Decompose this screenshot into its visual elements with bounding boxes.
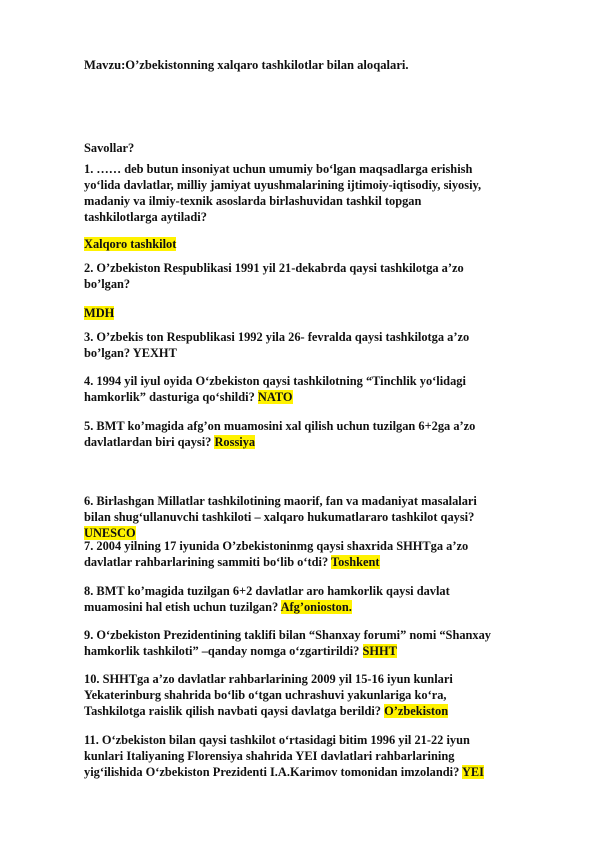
- question-line: [84, 703, 564, 719]
- question-line: [84, 305, 564, 321]
- question-text: kunlari Italiyaning Florensiya shahrida YEI davlatlari rahbarlarining: [84, 749, 455, 763]
- answer-highlight: UNESCO: [84, 526, 136, 540]
- question-line: [84, 687, 564, 703]
- question-text: davlatlardan biri qaysi?: [84, 435, 212, 449]
- question-line: [84, 236, 564, 252]
- question-line: [84, 276, 564, 292]
- answer-highlight: Rossiya: [214, 435, 256, 449]
- question-item: [84, 627, 564, 659]
- question-item: [84, 161, 564, 225]
- question-item: [84, 671, 564, 719]
- answer-line: [84, 305, 564, 321]
- question-text: 5. BMT ko’magida afg’on muamosini xal qilish uchun tuzilgan 6+2ga a’zo: [84, 419, 476, 433]
- question-item: [84, 329, 564, 361]
- answer-text: MDH: [84, 306, 115, 320]
- question-line: [84, 599, 564, 615]
- question-text: 7. 2004 yilning 17 iyunida O’zbekistoninmg qaysi shaxrida SHHTga a’zo: [84, 539, 469, 553]
- question-line: [84, 627, 564, 643]
- question-line: [84, 373, 564, 389]
- question-text: madaniy va ilmiy-texnik asoslarda birlashuvidan tashkil topgan: [84, 194, 422, 208]
- question-line: [84, 748, 564, 764]
- question-item: [84, 732, 564, 780]
- page-title: Mavzu:O’zbekistonning xalqaro tashkilotlar bilan aloqalari.: [84, 58, 409, 72]
- answer-highlight: NATO: [257, 390, 293, 404]
- question-line: [84, 493, 564, 509]
- question-item: [84, 373, 564, 405]
- question-line: [84, 554, 564, 570]
- answer-highlight: Toshkent: [331, 555, 380, 569]
- question-text: 2. O’zbekiston Respublikasi 1991 yil 21-dekabrda qaysi tashkilotga a’zo: [84, 261, 464, 275]
- question-text: davlatlar rahbarlarining sammiti bo‘lib o‘tdi?: [84, 555, 329, 569]
- question-text: 4. 1994 yil iyul oyida O‘zbekiston qaysi tashkilotning “Tinchlik yo‘lidagi: [84, 374, 466, 388]
- question-text: 3. O’zbekis ton Respublikasi 1992 yila 26- fevralda qaysi tashkilotga a’zo: [84, 330, 470, 344]
- question-line: [84, 345, 564, 361]
- question-text: tashkilotlarga aytiladi?: [84, 210, 207, 224]
- question-item: [84, 493, 564, 541]
- questions-heading: Savollar?: [84, 141, 135, 155]
- question-line: [84, 434, 564, 450]
- question-text: yo‘lida davlatlar, milliy jamiyat uyushmalarining ijtimoiy-iqtisodiy, siyosiy,: [84, 178, 482, 192]
- question-line: [84, 509, 564, 525]
- question-line: [84, 671, 564, 687]
- question-line: [84, 260, 564, 276]
- answer-highlight: O’zbekiston: [384, 704, 449, 718]
- question-line: [84, 193, 564, 209]
- question-line: [84, 732, 564, 748]
- question-line: [84, 538, 564, 554]
- question-text: 10. SHHTga a’zo davlatlar rahbarlarining 2009 yil 15-16 iyun kunlari: [84, 672, 453, 686]
- question-item: [84, 583, 564, 615]
- question-text: bilan shug‘ullanuvchi tashkiloti – xalqaro hukumatlararo tashkilot qaysi?: [84, 510, 475, 524]
- question-text: muamosini hal etish uchun tuzilgan?: [84, 600, 279, 614]
- question-line: [84, 209, 564, 225]
- answer-highlight: SHHT: [362, 644, 397, 658]
- question-line: [84, 161, 564, 177]
- answer-highlight: YEI: [461, 765, 484, 779]
- question-text: hamkorlik tashkiloti” –qanday nomga o‘zgartirildi?: [84, 644, 360, 658]
- question-text: 11. O‘zbekiston bilan qaysi tashkilot o‘rtasidagi bitim 1996 yil 21-22 iyun: [84, 733, 470, 747]
- question-text: yig‘ilishida O‘zbekiston Prezidenti I.A.Karimov tomonidan imzolandi?: [84, 765, 460, 779]
- question-text: 6. Birlashgan Millatlar tashkilotining maorif, fan va madaniyat masalalari: [84, 494, 477, 508]
- question-text: 1. …… deb butun insoniyat uchun umumiy bo‘lgan maqsadlarga erishish: [84, 162, 473, 176]
- question-text: Tashkilotga raislik qilish navbati qaysi davlatga berildi?: [84, 704, 381, 718]
- question-text: 9. O‘zbekiston Prezidentining taklifi bilan “Shanxay forumi” nomi “Shanxay: [84, 628, 492, 642]
- answer-text: Xalqoro tashkilot: [84, 237, 177, 251]
- question-text: bo’lgan?: [84, 277, 131, 291]
- answer-highlight: Afg’onioston.: [280, 600, 352, 614]
- question-text: 8. BMT ko’magida tuzilgan 6+2 davlatlar aro hamkorlik qaysi davlat: [84, 584, 450, 598]
- question-item: [84, 418, 564, 450]
- question-text: hamkorlik” dasturiga qo‘shildi?: [84, 390, 255, 404]
- question-item: [84, 260, 564, 292]
- question-line: [84, 418, 564, 434]
- question-line: [84, 583, 564, 599]
- question-line: [84, 177, 564, 193]
- question-line: [84, 389, 564, 405]
- question-item: [84, 538, 564, 570]
- question-line: [84, 764, 564, 780]
- question-text: bo’lgan? YEXHT: [84, 346, 177, 360]
- answer-line: [84, 236, 564, 252]
- question-line: [84, 329, 564, 345]
- question-text: Yekaterinburg shahrida bo‘lib o‘tgan uchrashuvi yakunlariga ko‘ra,: [84, 688, 447, 702]
- question-line: [84, 643, 564, 659]
